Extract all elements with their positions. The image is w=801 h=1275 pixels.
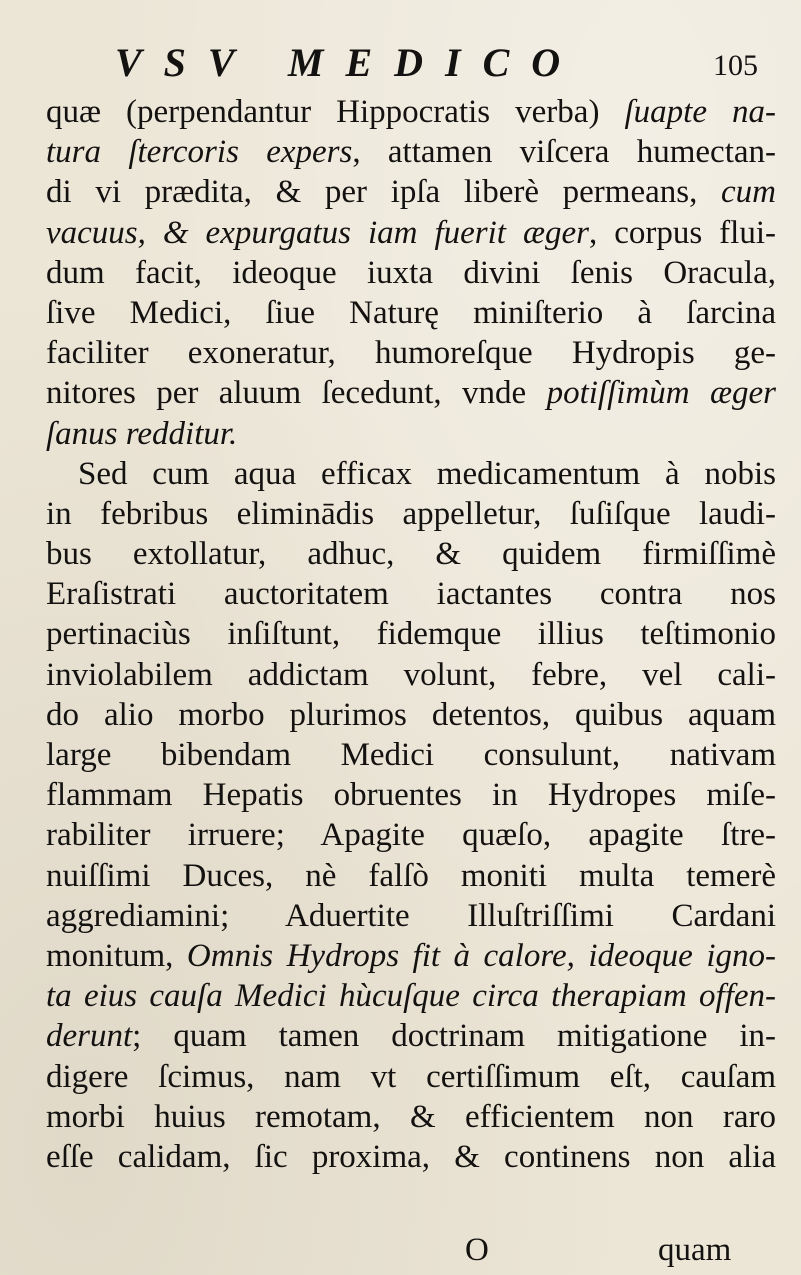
catchword: quam	[658, 1232, 732, 1268]
text-line	[46, 735, 776, 775]
text-segment: morbi huius remotam, & efficientem non raro	[46, 1098, 776, 1135]
text-segment: large bibendam Medici consulunt, nativam	[46, 737, 776, 773]
text-line	[46, 333, 776, 373]
text-line	[46, 454, 776, 494]
text-line	[46, 1016, 776, 1056]
text-line	[46, 534, 776, 574]
text-line	[46, 1137, 776, 1177]
italic-segment: Omnis Hydrops fit à calore, ideoque igno-	[186, 937, 776, 974]
text-line	[46, 614, 776, 654]
running-head: VSV MEDICO	[115, 40, 583, 85]
text-segment: eſſe calidam, ſic proxima, & continens non alia	[46, 1138, 776, 1175]
text-line	[46, 815, 776, 855]
text-segment: pertinaciùs inſiſtunt, fidemque illius teſtimonio	[46, 616, 776, 653]
text-line	[46, 896, 776, 936]
body-text	[46, 92, 776, 1177]
text-segment: inviolabilem addictam volunt, febre, vel cali-	[46, 656, 776, 693]
italic-segment: vacuus, & expurgatus iam fuerit æger	[46, 214, 589, 251]
italic-segment: ta eius cauſa Medici hùcuſque circa therapiam offen-	[46, 978, 776, 1015]
italic-segment: cum	[721, 174, 776, 211]
italic-segment: derunt	[46, 1018, 133, 1055]
text-line	[46, 253, 776, 293]
text-line	[46, 293, 776, 333]
text-segment: flammam Hepatis obruentes in Hydropes miſe-	[46, 777, 776, 814]
text-line	[46, 976, 776, 1016]
text-line	[46, 775, 776, 815]
text-segment: faciliter exoneratur, humoreſque Hydropis ge-	[46, 335, 776, 372]
text-line	[46, 1057, 776, 1097]
text-segment: nuiſſimi Duces, nè falſò moniti multa temerè	[46, 857, 776, 894]
text-segment: dum facit, ideoque iuxta divini ſenis Oracula,	[46, 254, 776, 291]
text-segment: quæ (perpendantur Hippocratis verba)	[46, 94, 625, 130]
text-segment: do alio morbo plurimos detentos, quibus aquam	[46, 696, 776, 733]
text-line	[46, 494, 776, 534]
text-segment: di vi prædita, & per ipſa liberè permeans,	[46, 174, 722, 211]
text-line	[46, 132, 776, 172]
text-segment: ſive Medici, ſiue Naturę miniſterio à ſarcina	[46, 294, 776, 331]
text-segment: nitores per aluum ſecedunt, vnde	[46, 375, 547, 412]
text-line	[46, 373, 776, 413]
italic-segment: potiſſimùm æger	[546, 375, 776, 412]
text-segment: , attamen viſcera humectan-	[352, 134, 776, 171]
page-header	[0, 40, 801, 88]
text-segment: , corpus flui-	[588, 214, 776, 251]
text-line	[46, 213, 776, 253]
text-line	[46, 92, 776, 132]
text-line	[46, 936, 776, 976]
text-segment: monitum,	[46, 937, 187, 974]
text-line	[46, 655, 776, 695]
italic-segment: tura ſtercoris expers	[46, 134, 353, 171]
text-line	[46, 856, 776, 896]
text-line	[46, 172, 776, 212]
text-segment: ; quam tamen doctrinam mitigatione in-	[132, 1018, 776, 1055]
text-segment: rabiliter irruere; Apagite quæſo, apagite ſtre-	[46, 817, 776, 854]
text-line	[46, 695, 776, 735]
text-segment: Eraſistrati auctoritatem iactantes contra nos	[46, 576, 776, 613]
signature-mark: O	[465, 1232, 489, 1268]
text-segment: bus extollatur, adhuc, & quidem firmiſſimè	[46, 536, 776, 573]
italic-segment: ſuapte na-	[624, 94, 776, 130]
text-line	[46, 1097, 776, 1137]
italic-segment: ſanus redditur.	[46, 415, 238, 452]
text-line	[46, 574, 776, 614]
text-segment: aggrediamini; Aduertite Illuſtriſſimi Cardani	[46, 897, 776, 934]
text-segment: Sed cum aqua efficax medicamentum à nobis	[78, 455, 776, 492]
page-number: 105	[713, 49, 758, 82]
text-segment: in febribus eliminādis appelletur, ſuſiſque laudi-	[46, 495, 776, 532]
text-segment: digere ſcimus, nam vt certiſſimum eſt, cauſam	[46, 1058, 776, 1095]
page-footer	[0, 1232, 801, 1272]
text-line	[46, 414, 776, 454]
